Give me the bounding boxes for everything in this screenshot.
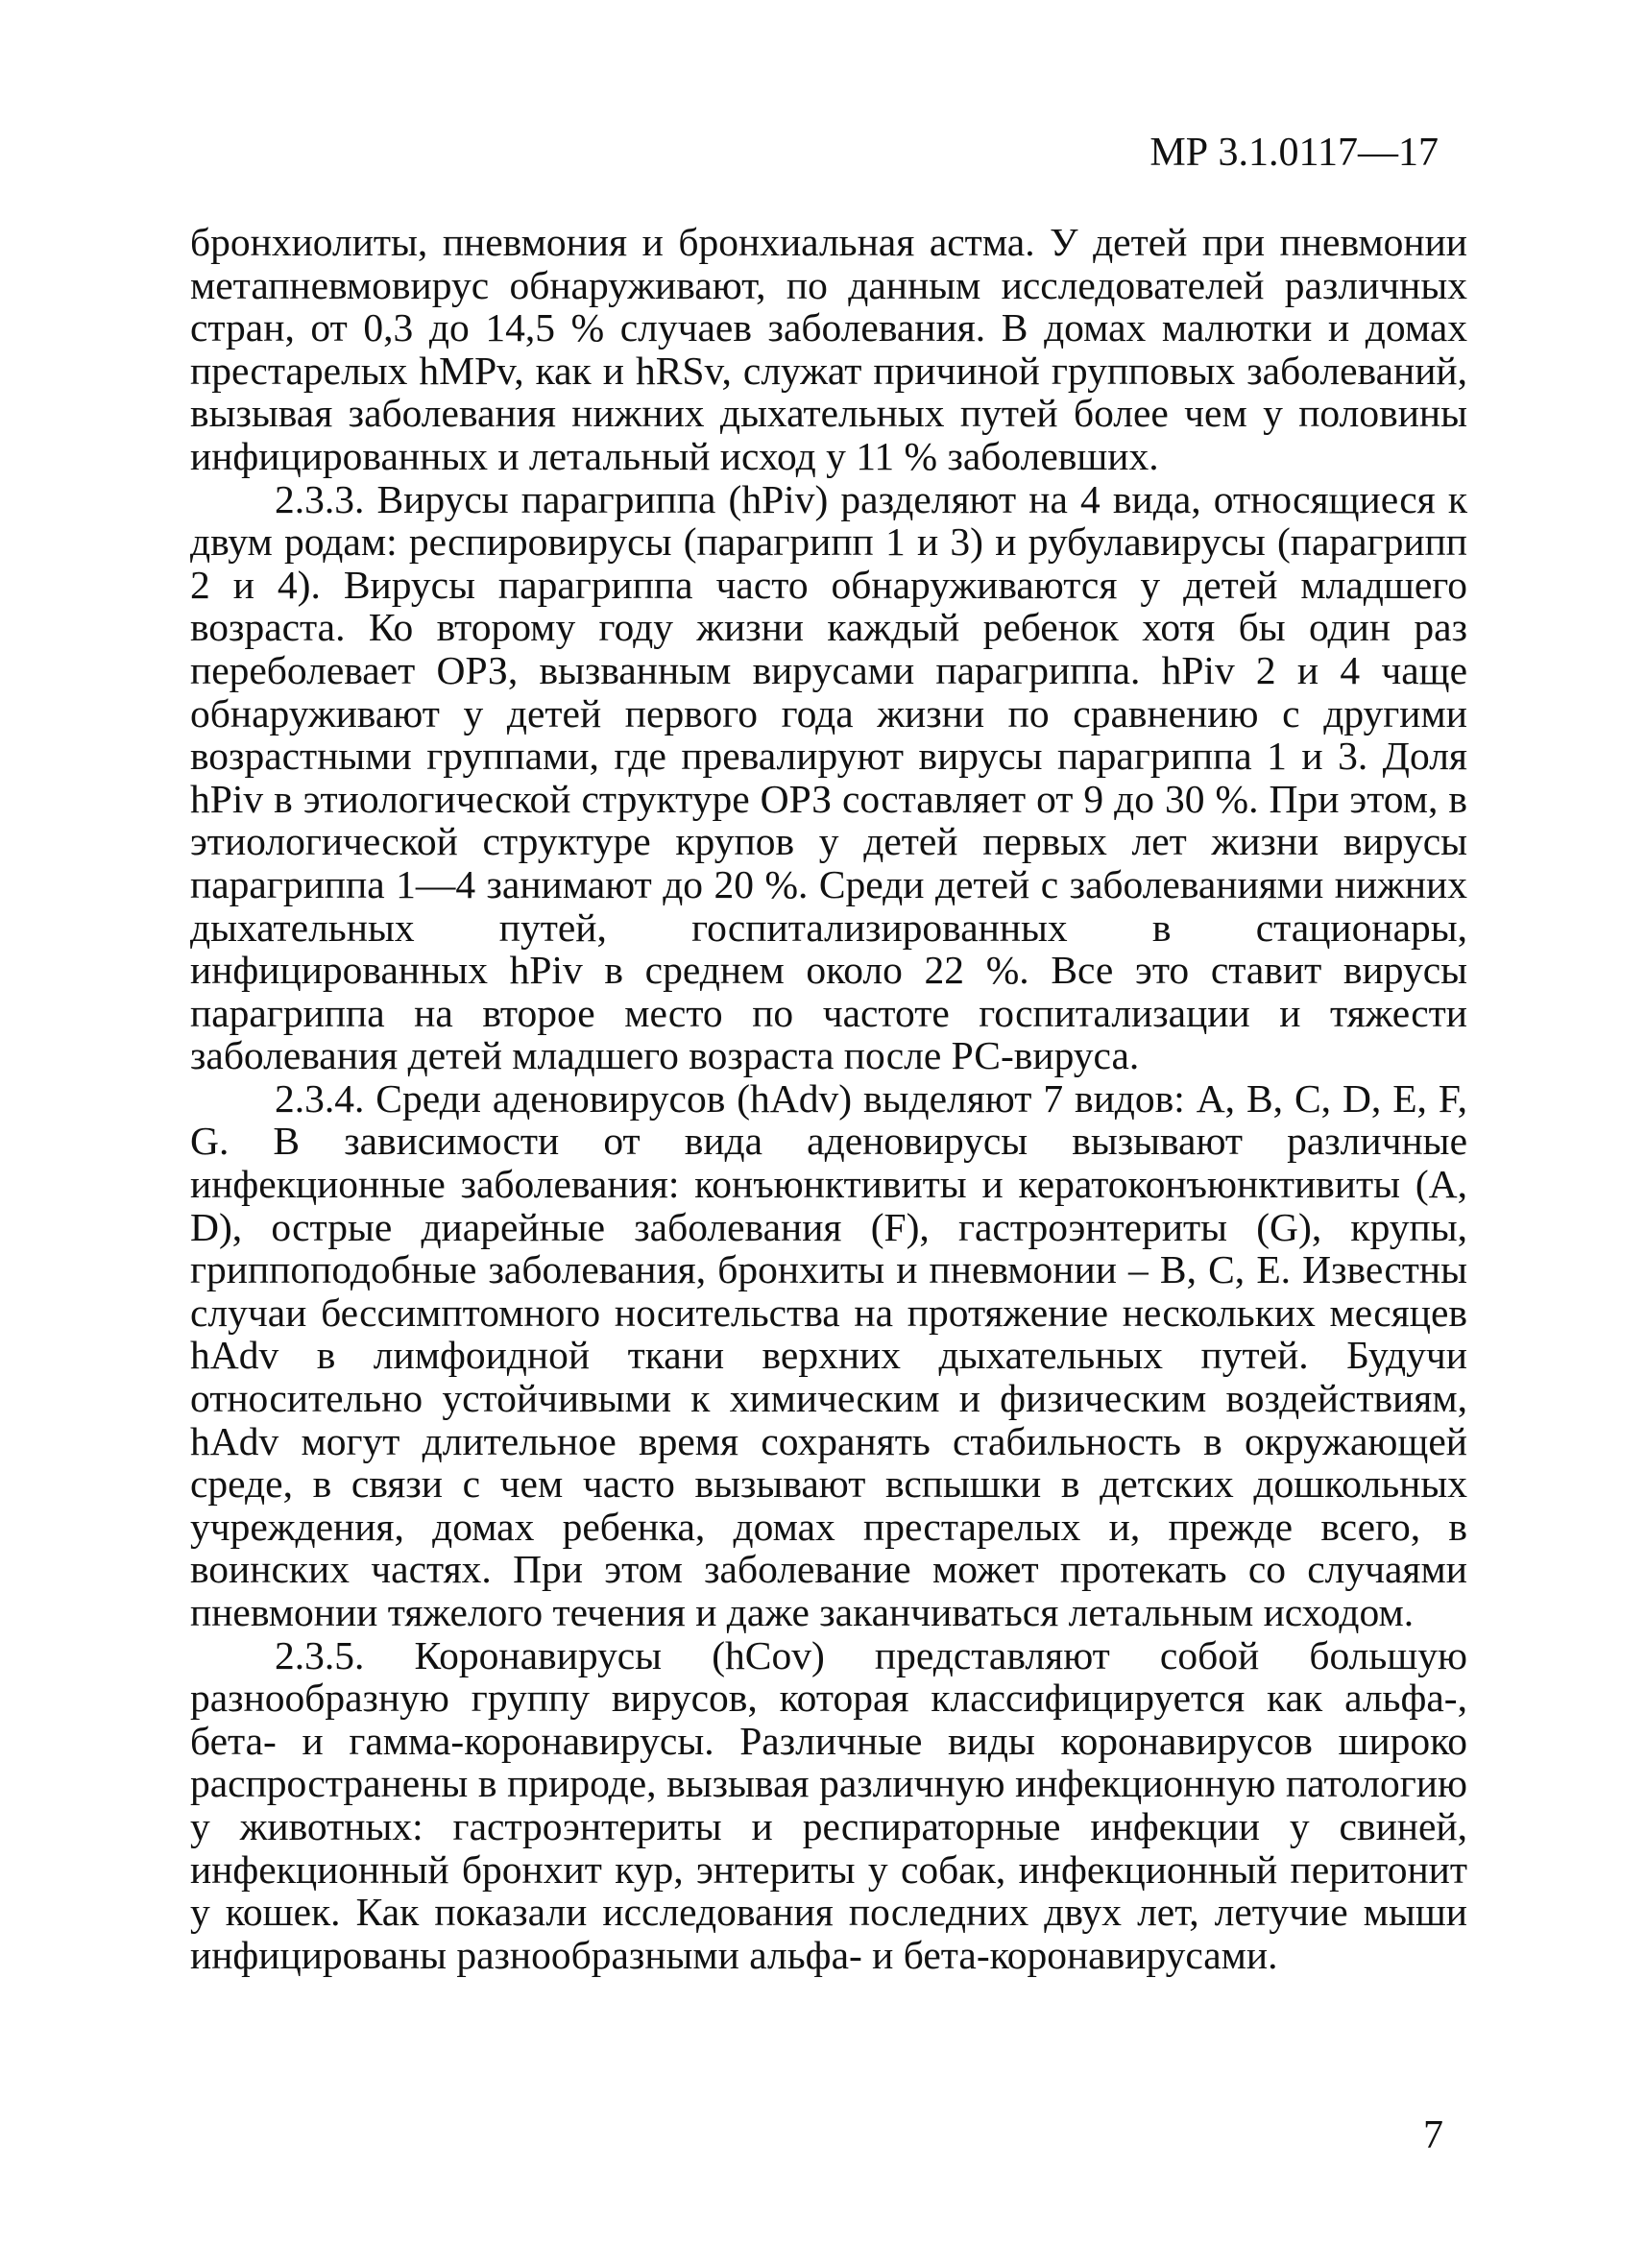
page-number: 7 — [1423, 2113, 1443, 2158]
paragraph-continuation: бронхиолиты, пневмония и бронхиальная астма. У детей при пневмонии метапневмовирус обнаруживают, по данным исследователей различных стран, от 0,3 до 14,5 % случаев заболевания. В домах малютки и домах престарелых hMPv, как и hRSv, служат причиной групповых заболеваний, вызывая заболевания нижних дыхательных путей более чем у половины инфицированных и летальный исход у 11 % заболевших. — [190, 220, 1467, 478]
document-code: МР 3.1.0117—17 — [1149, 131, 1439, 175]
paragraph-2-3-3: 2.3.3. Вирусы парагриппа (hPiv) разделяют на 4 вида, относящиеся к двум родам: респировирусы (парагрипп 1 и 3) и рубулавирусы (парагрипп 2 и 4). Вирусы парагриппа часто обнаруживаются у детей младшего возраста. Ко второму году жизни каждый ребенок хотя бы один раз переболевает ОРЗ, вызванным вирусами парагриппа. hPiv 2 и 4 чаще обнаруживают у детей первого года жизни по сравнению с другими возрастными группами, где превалируют вирусы парагриппа 1 и 3. Доля hPiv в этиологической структуре ОРЗ составляет от 9 до 30 %. При этом, в этиологической структуре крупов у детей первых лет жизни вирусы парагриппа 1—4 занимают до 20 %. Среди детей с заболеваниями нижних дыхательных путей, госпитализированных в стационары, инфицированных hPiv в среднем около 22 %. Все это ставит вирусы парагриппа на второе место по частоте госпитализации и тяжести заболевания детей младшего возраста после РС-вируса. — [190, 476, 1467, 1078]
body-text — [190, 221, 1467, 1976]
paragraph-2-3-4: 2.3.4. Среди аденовирусов (hAdv) выделяют 7 видов: A, B, C, D, E, F, G. В зависимости от вида аденовирусы вызывают различные инфекционные заболевания: конъюнктивиты и кератоконъюнктивиты (A, D), острые диарейные заболевания (F), гастроэнтериты (G), крупы, гриппоподобные заболевания, бронхиты и пневмонии – B, C, E. Известны случаи бессимптомного носительства на протяжение нескольких месяцев hAdv в лимфоидной ткани верхних дыхательных путей. Будучи относительно устойчивыми к химическим и физическим воздействиям, hAdv могут длительное время сохранять стабильность в окружающей среде, в связи с чем часто вызывают вспышки в детских дошкольных учреждения, домах ребенка, домах престарелых и, прежде всего, в воинских частях. При этом заболевание может протекать со случаями пневмонии тяжелого течения и даже заканчиваться летальным исходом. — [190, 1075, 1467, 1634]
paragraph-2-3-5: 2.3.5. Коронавирусы (hCov) представляют собой большую разнообразную группу вирусов, которая классифицируется как альфа-, бета- и гамма-коронавирусы. Различные виды коронавирусов широко распространены в природе, вызывая различную инфекционную патологию у животных: гастроэнтериты и респираторные инфекции у свиней, инфекционный бронхит кур, энтериты у собак, инфекционный перитонит у кошек. Как показали исследования последних двух лет, летучие мыши инфицированы разнообразными альфа- и бета-коронавирусами. — [190, 1632, 1467, 1977]
